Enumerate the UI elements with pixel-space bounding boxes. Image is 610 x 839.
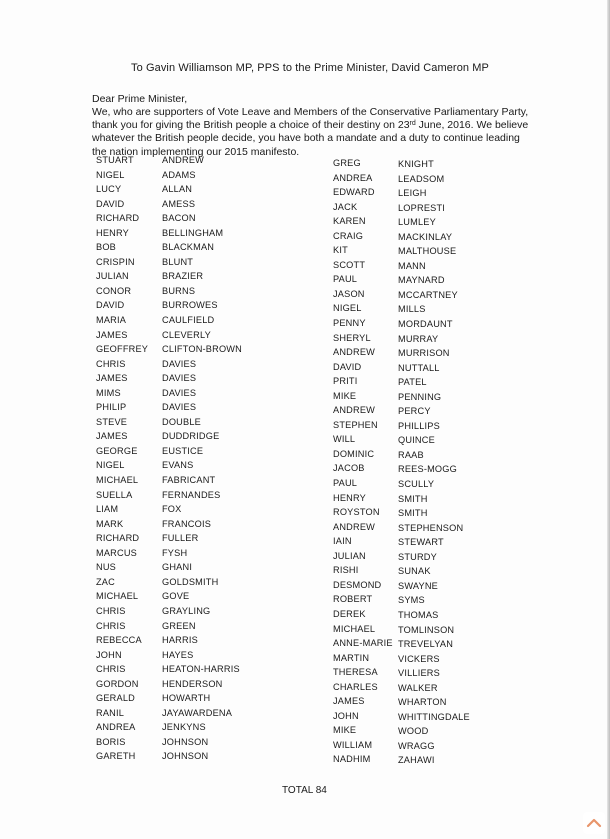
signatory-first-name: THERESA — [333, 667, 378, 678]
signatory-last-name: ADAMS — [162, 169, 196, 180]
signatory-first-name: BOB — [96, 242, 117, 253]
signatory-last-name: RAAB — [398, 449, 424, 460]
signatory-last-name: WHITTINGDALE — [398, 711, 470, 722]
signatory-last-name: GRAYLING — [162, 605, 211, 616]
signatory-last-name: SMITH — [398, 508, 428, 519]
signatory-first-name: WILL — [333, 434, 356, 445]
signatory-first-name: IAIN — [333, 536, 352, 547]
signatory-last-name: DAVIES — [162, 402, 197, 413]
signatory-last-name: MURRAY — [398, 333, 439, 344]
signatory-first-name: REBECCA — [96, 635, 142, 646]
signatory-last-name: WHARTON — [398, 697, 447, 708]
signatory-first-name: BORIS — [96, 736, 126, 747]
signatory-first-name: PRITI — [333, 376, 358, 387]
signatory-last-name: DUDDRIDGE — [162, 431, 220, 442]
signatory-first-name: GEORGE — [96, 445, 138, 456]
signatory-last-name: KNIGHT — [398, 159, 434, 169]
signatory-last-name: BLUNT — [162, 256, 194, 267]
signatory-last-name: PENNING — [398, 391, 442, 402]
signatory-last-name: WALKER — [398, 682, 438, 693]
signatory-first-name: PHILIP — [96, 402, 127, 413]
signatory-last-name: MALTHOUSE — [398, 246, 457, 257]
signatory-first-name: DOMINIC — [333, 448, 375, 459]
signatory-last-name: FOX — [162, 504, 182, 515]
signatory-last-name: DOUBLE — [162, 416, 201, 427]
signatory-first-name: MIMS — [96, 387, 121, 398]
signatory-last-name: JAYAWARDENA — [162, 707, 233, 718]
signatory-last-name: PERCY — [398, 406, 431, 417]
signatory-last-name: FULLER — [162, 533, 199, 544]
signatory-first-name: CONOR — [96, 285, 132, 296]
signatory-first-name: ANDREA — [96, 722, 136, 733]
signatory-last-name: LEADSOM — [398, 173, 445, 184]
signatory-first-name: DAVID — [96, 198, 125, 209]
signatory-first-name: RANIL — [96, 707, 125, 718]
signatory-last-name: DAVIES — [162, 358, 197, 369]
signatory-last-name: HENDERSON — [162, 678, 223, 689]
signatory-first-name: DAVID — [96, 300, 125, 311]
signatory-last-name: BRAZIER — [162, 271, 204, 282]
signatory-last-name: QUINCE — [398, 435, 435, 446]
letter-body-part1: We, who are supporters of Vote Leave and Members of the Conservative Parliamentary Party, thank you for giving the British people a choice of their destiny on 23 — [92, 106, 529, 132]
signatory-first-name: MIKE — [333, 725, 357, 736]
signatory-first-name: PAUL — [333, 274, 358, 285]
signatory-first-name: CRAIG — [333, 230, 364, 241]
signatory-first-name: JULIAN — [333, 550, 366, 561]
signatory-last-name: LEIGH — [398, 188, 427, 199]
signatory-last-name: FRANCOIS — [162, 518, 212, 529]
signatory-first-name: JOHN — [96, 649, 122, 660]
signatory-first-name: MICHAEL — [96, 475, 139, 486]
signatory-first-name: MARIA — [96, 315, 127, 326]
signatory-last-name: DAVIES — [162, 373, 197, 384]
signatory-last-name: EVANS — [162, 460, 194, 471]
signatory-first-name: ANDREW — [333, 521, 376, 532]
left-last-names — [162, 153, 242, 764]
signatory-last-name: ALLAN — [162, 184, 193, 195]
signatory-first-name: JAMES — [96, 431, 128, 442]
signatory-first-name: STEPHEN — [333, 419, 378, 430]
signatory-last-name: NUTTALL — [398, 362, 440, 373]
right-first-names — [333, 156, 393, 767]
signatory-last-name: MORDAUNT — [398, 319, 453, 330]
signatory-last-name: GHANI — [162, 562, 193, 573]
ordinal-suffix: rd — [409, 120, 416, 128]
signatory-last-name: ZAHAWI — [398, 755, 435, 766]
signatory-last-name: BLACKMAN — [162, 242, 215, 253]
signatory-first-name: RICHARD — [96, 533, 140, 544]
signatory-last-name: SCULLY — [398, 479, 435, 490]
signatory-last-name: MAYNARD — [398, 275, 445, 286]
signatory-last-name: SYMS — [398, 595, 425, 606]
signatory-first-name: RICHARD — [96, 213, 140, 224]
signatory-first-name: NADHIM — [333, 754, 371, 765]
signatory-last-name: MCCARTNEY — [398, 289, 458, 300]
signatory-last-name: THOMAS — [398, 609, 439, 620]
signatory-first-name: ANDREA — [333, 172, 373, 183]
signatory-last-name: CAULFIELD — [162, 315, 215, 326]
signatory-first-name: ROBERT — [333, 594, 373, 605]
signatory-first-name: STEVE — [96, 416, 128, 427]
signatory-first-name: RISHI — [333, 565, 359, 576]
signatory-last-name: MANN — [398, 260, 426, 271]
signatory-first-name: WILLIAM — [333, 739, 373, 750]
signatory-first-name: JOHN — [333, 710, 359, 721]
signatory-first-name: JACOB — [333, 463, 365, 474]
signatory-last-name: FERNANDES — [162, 489, 221, 500]
signatory-first-name: JACK — [333, 201, 358, 212]
signatory-last-name: TREVELYAN — [398, 639, 454, 650]
signatory-first-name: JAMES — [333, 696, 365, 707]
signatory-last-name: LOPRESTI — [398, 202, 446, 213]
signatory-first-name: LUCY — [96, 184, 122, 195]
signatory-last-name: STEPHENSON — [398, 522, 464, 533]
signatory-last-name: CLEVERLY — [162, 329, 211, 340]
signatory-first-name: ZAC — [96, 576, 115, 587]
signatory-first-name: CHRIS — [96, 664, 126, 675]
signatory-first-name: MICHAEL — [333, 623, 376, 634]
signatory-last-name: FYSH — [162, 547, 188, 558]
signatory-first-name: HENRY — [96, 227, 129, 238]
signatory-last-name: BELLINGHAM — [162, 227, 224, 238]
signatory-first-name: CHRIS — [96, 605, 126, 616]
signatory-first-name: KAREN — [333, 216, 366, 227]
signatory-total: TOTAL 84 — [282, 785, 327, 796]
signatory-first-name: ANDREW — [333, 405, 376, 416]
signatory-last-name: WRAGG — [398, 740, 435, 751]
letter-salutation: Dear Prime Minister, — [92, 93, 188, 105]
signatory-last-name: GREEN — [162, 620, 196, 631]
signatory-last-name: WOOD — [398, 726, 429, 737]
signatory-last-name: STEWART — [398, 537, 444, 548]
signatory-first-name: DESMOND — [333, 579, 382, 590]
signatory-last-name: SMITH — [398, 493, 428, 504]
signatory-last-name: BACON — [162, 213, 196, 224]
signatory-first-name: NUS — [96, 562, 116, 573]
signatory-last-name: MURRISON — [398, 348, 450, 359]
signatory-first-name: STUART — [96, 155, 134, 165]
signatory-last-name: MILLS — [398, 304, 426, 315]
signatory-first-name: KIT — [333, 245, 348, 256]
signatory-first-name: CHRIS — [96, 620, 126, 631]
signatory-first-name: JASON — [333, 288, 365, 299]
signatory-last-name: HOWARTH — [162, 693, 211, 704]
signatory-last-name: VILLIERS — [398, 668, 440, 679]
signatory-last-name: JOHNSON — [162, 751, 209, 762]
signatory-last-name: VICKERS — [398, 653, 440, 664]
signatory-first-name: GREG — [333, 158, 361, 168]
signatory-first-name: DAVID — [333, 361, 362, 372]
signatory-first-name: JAMES — [96, 373, 128, 384]
signatory-last-name: TOMLINSON — [398, 624, 455, 635]
signatory-first-name: GARETH — [96, 751, 136, 762]
signatory-first-name: CRISPIN — [96, 256, 135, 267]
page-up-button[interactable] — [583, 812, 605, 834]
signatory-last-name: JENKYNS — [162, 722, 206, 733]
signatory-last-name: BURROWES — [162, 300, 218, 311]
signatory-first-name: PAUL — [333, 478, 358, 489]
signatory-first-name: SUELLA — [96, 489, 133, 500]
signatory-last-name: ANDREW — [162, 155, 205, 165]
signatory-first-name: MIKE — [333, 390, 357, 401]
signatory-first-name: MARK — [96, 518, 124, 529]
signatory-first-name: LIAM — [96, 504, 119, 515]
signatory-last-name: HARRIS — [162, 635, 198, 646]
signatory-last-name: HAYES — [162, 649, 194, 660]
signatory-first-name: ROYSTON — [333, 507, 380, 518]
signatory-first-name: NIGEL — [96, 460, 125, 471]
signatory-last-name: MACKINLAY — [398, 231, 453, 242]
signatory-last-name: DAVIES — [162, 387, 197, 398]
signatory-last-name: CLIFTON-BROWN — [162, 344, 243, 355]
letter-body-part2: June, 2016. We believe whatever the British people decide, you have both a mandate and a duty to continue leading the nation implementing our 2015 manifesto. — [92, 119, 529, 158]
signatory-first-name: EDWARD — [333, 187, 375, 198]
signatory-last-name: JOHNSON — [162, 736, 209, 747]
signatory-first-name: NIGEL — [96, 169, 125, 180]
signatory-first-name: SCOTT — [333, 259, 366, 270]
signatory-first-name: HENRY — [333, 492, 366, 503]
signatory-last-name: EUSTICE — [162, 445, 204, 456]
signatory-last-name: FABRICANT — [162, 475, 216, 486]
signatory-last-name: REES-MOGG — [398, 464, 457, 475]
left-first-names — [96, 153, 148, 764]
signatory-last-name: LUMLEY — [398, 217, 436, 228]
signatory-first-name: GEOFFREY — [96, 344, 149, 355]
signatory-first-name: PENNY — [333, 318, 366, 329]
signatory-first-name: GERALD — [96, 693, 135, 704]
signatory-first-name: CHARLES — [333, 681, 378, 692]
signatory-first-name: DEREK — [333, 608, 366, 619]
signatory-last-name: SWAYNE — [398, 580, 438, 591]
signatory-first-name: MICHAEL — [96, 591, 139, 602]
signatory-first-name: NIGEL — [333, 303, 362, 314]
right-last-names — [398, 157, 470, 768]
letter-heading: To Gavin Williamson MP, PPS to the Prime Minister, David Cameron MP — [130, 62, 489, 74]
signatory-first-name: ANDREW — [333, 347, 376, 358]
signatory-first-name: SHERYL — [333, 332, 371, 343]
signatory-first-name: MARCUS — [96, 547, 138, 558]
signatory-first-name: JULIAN — [96, 271, 129, 282]
signatory-last-name: BURNS — [162, 285, 196, 296]
signatory-first-name: GORDON — [96, 678, 139, 689]
signatory-last-name: GOLDSMITH — [162, 576, 219, 587]
signatory-first-name: MARTIN — [333, 652, 370, 663]
signatory-first-name: ANNE-MARIE — [333, 638, 393, 649]
signatory-last-name: STURDY — [398, 551, 437, 562]
letter-body — [92, 106, 532, 159]
signatory-first-name: CHRIS — [96, 358, 126, 369]
signatory-last-name: GOVE — [162, 591, 190, 602]
signatory-first-name: JAMES — [96, 329, 128, 340]
chevron-up-icon — [586, 817, 602, 829]
signatory-last-name: PATEL — [398, 377, 427, 388]
signatory-last-name: SUNAK — [398, 566, 431, 577]
signatory-last-name: PHILLIPS — [398, 420, 440, 431]
signatory-last-name: AMESS — [162, 198, 196, 209]
signatory-last-name: HEATON-HARRIS — [162, 664, 240, 675]
